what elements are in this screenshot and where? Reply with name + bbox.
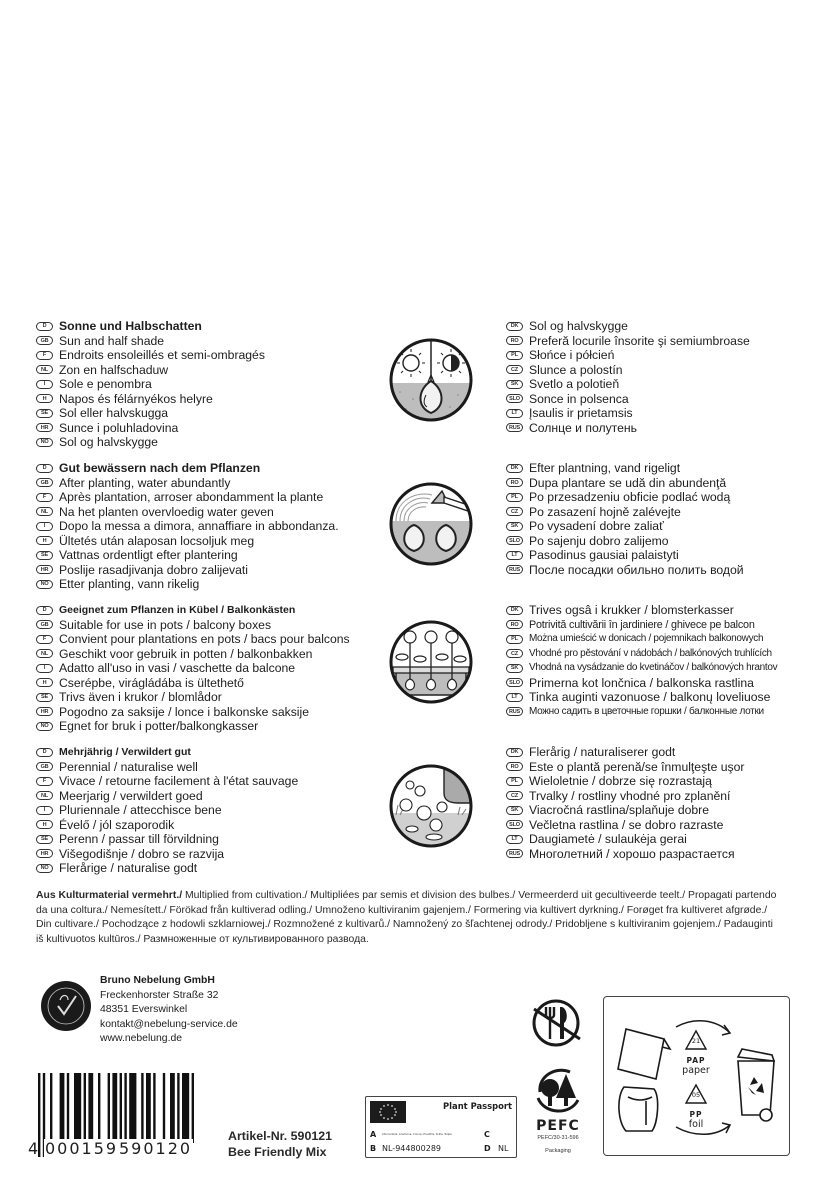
language-line [36, 406, 381, 421]
eu-flag-icon [370, 1101, 406, 1123]
language-line [36, 760, 381, 775]
language-line-text: Mehrjährig / Verwildert gut [59, 746, 191, 759]
language-code-badge: F [36, 635, 53, 644]
language-line [506, 818, 806, 833]
language-line [36, 548, 381, 563]
language-line-text: Meerjarig / verwildert goed [59, 788, 203, 803]
language-line-text: Įsaulis ir prietamsis [529, 406, 633, 421]
perennial-naturalise-icon [388, 763, 474, 849]
language-code-badge: DK [506, 748, 523, 757]
foil-bag-icon [619, 1087, 658, 1131]
language-line-text: Évelő / jól szaporodik [59, 817, 175, 832]
language-line-text: Trvalky / rostliny vhodné pro zplanění [529, 788, 731, 803]
language-line [506, 647, 806, 662]
language-line [36, 348, 381, 363]
language-code-badge: LT [506, 693, 523, 702]
language-line-text: Endroits ensoleillés et semi-ombragés [59, 348, 265, 363]
language-line [36, 832, 381, 847]
language-code-badge: I [36, 806, 53, 815]
care-section-watering [36, 461, 796, 596]
language-line [36, 690, 381, 705]
language-code-badge: NL [36, 649, 53, 658]
passport-label-b: B [370, 1144, 377, 1153]
language-code-badge: I [36, 522, 53, 531]
language-line [506, 548, 806, 563]
language-code-badge: NO [36, 438, 53, 447]
language-code-badge: NO [36, 722, 53, 731]
language-line-text: Słońce i półcień [529, 348, 615, 363]
language-line-text: Efter plantning, vand rigeligt [529, 461, 681, 476]
language-line [506, 563, 806, 578]
passport-label-a: A [370, 1130, 377, 1139]
language-code-badge: RUS [506, 565, 523, 574]
language-line-text: Višegodišnje / dobro se razvija [59, 846, 225, 861]
language-line [506, 774, 806, 789]
language-line [36, 577, 381, 592]
barcode-bar [177, 1073, 179, 1143]
language-line-text: Sol eller halvskugga [59, 406, 169, 421]
language-line [36, 847, 381, 862]
foil-abbr: PP [689, 1110, 703, 1119]
barcode-bar [192, 1073, 194, 1143]
language-line [36, 461, 381, 476]
language-code-badge: I [36, 380, 53, 389]
language-code-badge: SLO [506, 678, 523, 687]
language-line-text: Po zasazení hojně zalévejte [529, 504, 681, 519]
language-code-badge: LT [506, 835, 523, 844]
company-email[interactable]: kontakt@nebelung-service.de [100, 1018, 238, 1030]
left-language-column [36, 461, 381, 592]
language-code-badge: HR [36, 849, 53, 858]
language-code-badge: H [36, 536, 53, 545]
language-line-text: Vattnas ordentligt efter plantering [59, 548, 238, 563]
language-line [506, 334, 806, 349]
language-line-text: Zon en halfschaduw [59, 362, 169, 377]
language-line [506, 348, 806, 363]
product-name: Bee Friendly Mix [228, 1145, 327, 1159]
pefc-logo [530, 1062, 586, 1158]
language-line [506, 421, 806, 436]
language-code-badge: F [36, 493, 53, 502]
language-line [36, 490, 381, 505]
barcode-first-digit: 4 [28, 1139, 39, 1158]
language-line [36, 789, 381, 804]
cultivation-note [36, 889, 781, 947]
passport-value-a: Chionodoxa, Anemone, Crocus, Eranthis, Scilla, Tulipa [382, 1133, 452, 1136]
language-code-badge: RUS [506, 423, 523, 432]
language-code-badge: SK [506, 380, 523, 389]
foil-label: foil [688, 1119, 704, 1130]
language-line [36, 861, 381, 876]
language-code-badge: SE [36, 409, 53, 418]
cultivation-lead: Aus Kulturmaterial vermehrt./ [36, 890, 183, 901]
language-line-text: Sun and half shade [59, 333, 165, 348]
language-line [36, 803, 381, 818]
language-line [36, 435, 381, 450]
language-line-text: Etter planting, vann rikelig [59, 577, 200, 592]
company-name: Bruno Nebelung GmbH [100, 975, 215, 986]
language-code-badge: CZ [506, 507, 523, 516]
language-code-badge: SE [36, 835, 53, 844]
language-line-text: Après plantation, arroser abondamment la plante [59, 490, 324, 505]
barcode-bar [112, 1073, 117, 1143]
language-code-badge: D [36, 464, 53, 473]
language-line [506, 519, 806, 534]
paper-code: 21 [691, 1037, 701, 1045]
language-code-badge: SE [36, 693, 53, 702]
article-number: Artikel-Nr. 590121 [228, 1129, 333, 1143]
language-code-badge: F [36, 777, 53, 786]
pefc-wordmark: PEFC [536, 1118, 580, 1134]
language-line [506, 377, 806, 392]
language-line-text: Primerna kot lončnica / balkonska rastlina [529, 675, 754, 690]
language-line [36, 563, 381, 578]
language-code-badge: GB [36, 620, 53, 629]
barcode-bar [153, 1073, 155, 1143]
left-language-column [36, 603, 381, 734]
barcode-bar [163, 1073, 165, 1143]
language-line [506, 476, 806, 491]
language-line [36, 774, 381, 789]
paper-abbr: PAP [686, 1056, 706, 1065]
language-line-text: Vivace / retourne facilement à l'état sauvage [59, 774, 299, 789]
language-code-badge: F [36, 351, 53, 360]
language-code-badge: D [36, 606, 53, 615]
language-line [506, 392, 806, 407]
language-line-text: Po przesadzeniu obficie podlać wodą [529, 490, 731, 505]
language-line-text: Pluriennale / attecchisce bene [59, 803, 222, 818]
language-line-text: Можно садить в цветочные горшки / балконные лотки [529, 705, 764, 717]
language-line-text: Na het planten overvloedig water geven [59, 504, 274, 519]
language-code-badge: D [36, 322, 53, 331]
sustainable-supplier-seal-icon [40, 980, 92, 1032]
language-code-badge: PL [506, 351, 523, 360]
right-language-column [506, 461, 806, 577]
language-code-badge: CZ [506, 649, 523, 658]
language-line-text: Egnet for bruk i potter/balkongkasser [59, 719, 259, 734]
care-section-sun [36, 319, 796, 454]
language-line [506, 406, 806, 421]
barcode-bar [120, 1073, 122, 1143]
passport-value-b: NL-944800289 [382, 1144, 441, 1153]
language-line [506, 363, 806, 378]
passport-label-d: D [484, 1144, 491, 1153]
language-line-text: Viacročná rastlina/splaňuje dobre [529, 803, 709, 818]
recycling-graphics [604, 997, 791, 1157]
language-line [36, 363, 381, 378]
company-address [100, 974, 238, 1047]
language-line-text: Daugiametė / sulaukėja gerai [529, 832, 687, 847]
language-code-badge: CZ [506, 791, 523, 800]
language-line [506, 661, 806, 676]
language-line-text: Po sajenju dobro zalijemo [529, 533, 669, 548]
language-code-badge: RUS [506, 707, 523, 716]
language-line-text: Perenn / passar till förvildning [59, 832, 219, 847]
language-code-badge: HR [36, 423, 53, 432]
language-line-text: Perennial / naturalise well [59, 759, 198, 774]
language-line-text: Wieloletnie / dobrze się rozrastają [529, 774, 712, 789]
language-code-badge: SLO [506, 394, 523, 403]
plant-passport [365, 1096, 517, 1158]
barcode-bar [74, 1073, 81, 1143]
language-line-text: Svetlo a polotieň [529, 377, 620, 392]
language-line [506, 461, 806, 476]
language-code-badge: PL [506, 635, 523, 644]
not-for-consumption-icon [528, 995, 584, 1051]
barcode-bar [108, 1073, 110, 1143]
language-code-badge: SK [506, 664, 523, 673]
company-street: Freckenhorster Straße 32 [100, 989, 219, 1001]
language-code-badge: HR [36, 707, 53, 716]
right-language-column [506, 603, 806, 719]
language-line-text: Flerårig / naturaliserer godt [529, 745, 676, 760]
language-code-badge: PL [506, 777, 523, 786]
barcode-bar [88, 1073, 93, 1143]
language-code-badge: DK [506, 322, 523, 331]
pefc-caption: Packaging [545, 1148, 571, 1154]
language-line [506, 534, 806, 549]
language-line-text: Slunce a polostín [529, 362, 623, 377]
language-code-badge: NL [36, 365, 53, 374]
language-line-text: Convient pour plantations en pots / bacs pour balcons [59, 632, 350, 647]
language-line-text: Flerårige / naturalise godt [59, 861, 198, 876]
language-line [506, 618, 806, 633]
sun-and-half-shade-icon [388, 337, 474, 423]
barcode-bar [124, 1073, 126, 1143]
language-line-text: Geeignet zum Pflanzen in Kübel / Balkonkästen [59, 604, 296, 617]
barcode-bar [84, 1073, 86, 1143]
language-line [36, 421, 381, 436]
language-line [506, 789, 806, 804]
language-line-text: Многолетний / хорошо разрастается [529, 846, 735, 861]
language-code-badge: LT [506, 409, 523, 418]
language-line [36, 519, 381, 534]
language-line-text: Adatto all'uso in vasi / vaschette da balcone [59, 661, 296, 676]
language-line-text: После посадки обильно полить водой [529, 562, 744, 577]
language-line [36, 647, 381, 662]
language-line [506, 803, 806, 818]
language-code-badge: H [36, 820, 53, 829]
language-code-badge: I [36, 664, 53, 673]
language-line-text: Sol og halvskygge [59, 435, 158, 450]
language-line [506, 745, 806, 760]
language-code-badge: LT [506, 551, 523, 560]
language-line-text: After planting, water abundantly [59, 475, 231, 490]
language-line-text: Po vysadení dobre zaliať [529, 519, 664, 534]
language-line-text: Ültetés után alaposan locsoljuk meg [59, 533, 255, 548]
barcode-group-1: 000159 [45, 1139, 119, 1158]
language-line [506, 490, 806, 505]
language-line [506, 690, 806, 705]
left-language-column [36, 319, 381, 450]
plant-passport-title: Plant Passport [443, 1101, 512, 1111]
barcode-group-2: 590120 [119, 1139, 193, 1158]
barcode-bar [129, 1073, 136, 1143]
language-line-text: Večletna rastlina / se dobro razraste [529, 817, 724, 832]
language-line [36, 676, 381, 691]
barcode-bar [67, 1073, 69, 1143]
language-code-badge: NL [36, 791, 53, 800]
language-code-badge: H [36, 678, 53, 687]
barcode-bar [182, 1073, 189, 1143]
language-code-badge: NO [36, 864, 53, 873]
language-line-text: Vhodná na vysádzanie do kvetináčov / balkónových hrantov [529, 662, 778, 674]
recycling-info-box [603, 996, 790, 1156]
company-city: 48351 Everswinkel [100, 1004, 188, 1015]
language-line-text: Potrivită cultivării în jardiniere / ghivece pe balcon [529, 618, 755, 631]
language-code-badge: RO [506, 620, 523, 629]
article-info [228, 1128, 332, 1160]
language-line [506, 705, 806, 720]
language-line-text: Sol og halvskygge [529, 319, 628, 334]
barcode-bar [50, 1073, 52, 1143]
language-line-text: Geschikt voor gebruik in potten / balkonbakken [59, 646, 313, 661]
language-code-badge: RO [506, 478, 523, 487]
language-code-badge: DK [506, 464, 523, 473]
paper-sheet-icon [618, 1029, 670, 1079]
language-line-text: Sole e penombra [59, 377, 152, 392]
language-line [36, 377, 381, 392]
language-line [36, 818, 381, 833]
right-language-column [506, 319, 806, 435]
language-line-text: Trives ogsâ i krukker / blomsterkasser [529, 603, 734, 618]
language-code-badge: RO [506, 336, 523, 345]
foil-code: 05 [691, 1091, 701, 1099]
cultivation-text: Multiplied from cultivation./ Multipliées par semis et division des bulbes./ Vermeerderd uit gecultiveerde teelt./ Propagati partendo da una coltura./ Nemesített./ Förökad från kultiverad odling./ Umnoženo kultiviranim gajenjem./ Formering via kultivert dyrkning./ Forøget fra kultiveret afgrøde./ Din cultivare./ Pochodzące z hodowli szklarniowej./ Rozmnožené z kultivarů./ Namnožený zo šľachtenej odrody./ Pridobljene s kultiviranim gojenjem./ Padauginti iš kultivuotos kultūros./ Размноженные от культивированного развода. [36, 890, 777, 945]
language-line [506, 319, 806, 334]
language-line-text: Trivs även i krukor / blomlådor [59, 690, 222, 705]
care-section-pots [36, 603, 796, 738]
language-line [506, 505, 806, 520]
language-code-badge: RO [506, 762, 523, 771]
language-line [506, 847, 806, 862]
language-line [36, 476, 381, 491]
language-line-text: Vhodné pro pěstování v nádobách / balkónových truhlících [529, 647, 772, 659]
language-line [506, 632, 806, 647]
language-line [506, 676, 806, 691]
language-code-badge: SK [506, 522, 523, 531]
language-line-text: Można umieścić w donicach / pojemnikach balkonowych [529, 633, 764, 645]
care-section-perennial [36, 745, 796, 880]
language-line [506, 832, 806, 847]
pefc-code: PEFC/30-31-596 [537, 1135, 579, 1141]
language-line [36, 719, 381, 734]
barcode-bar [98, 1073, 100, 1143]
left-language-column [36, 745, 381, 876]
language-line [36, 618, 381, 633]
language-line [36, 632, 381, 647]
language-code-badge: HR [36, 565, 53, 574]
language-code-badge: RUS [506, 849, 523, 858]
language-line-text: Gut bewässern nach dem Pflanzen [59, 461, 261, 476]
language-code-badge: SE [36, 551, 53, 560]
barcode-bar [170, 1073, 175, 1143]
language-line [36, 705, 381, 720]
language-line [36, 319, 381, 334]
balcony-pot-icon [388, 619, 474, 705]
language-line-text: Dupa plantare se udă din abundenţă [529, 475, 727, 490]
watering-can-icon [388, 481, 474, 567]
company-website[interactable]: www.nebelung.de [100, 1033, 183, 1044]
language-code-badge: NL [36, 507, 53, 516]
recycling-bin-icon [738, 1049, 774, 1121]
language-code-badge: DK [506, 606, 523, 615]
language-line [506, 603, 806, 618]
passport-label-c: C [484, 1130, 490, 1139]
language-line-text: Sunce i poluhladovina [59, 420, 179, 435]
language-line-text: Napos és félárnyékos helyre [59, 391, 213, 406]
language-code-badge: GB [36, 478, 53, 487]
language-line-text: Preferă locurile însorite şi semiumbroase [529, 333, 750, 348]
passport-value-d: NL [498, 1144, 509, 1153]
language-line-text: Suitable for use in pots / balcony boxes [59, 617, 272, 632]
language-line [36, 392, 381, 407]
language-line-text: Tinka auginti vazonuose / balkonų loveliuose [529, 690, 771, 705]
language-code-badge: SLO [506, 536, 523, 545]
language-line-text: Poslije rasadjivanja dobro zalijevati [59, 562, 249, 577]
language-line-text: Dopo la messa a dimora, annaffiare in abbondanza. [59, 519, 339, 534]
language-code-badge: CZ [506, 365, 523, 374]
language-code-badge: GB [36, 762, 53, 771]
language-line [36, 534, 381, 549]
language-line-text: Sonne und Halbschatten [59, 319, 202, 334]
language-code-badge: NO [36, 580, 53, 589]
language-line [506, 760, 806, 775]
barcode-bar [60, 1073, 65, 1143]
language-line [36, 745, 381, 760]
language-line [36, 334, 381, 349]
language-line [36, 505, 381, 520]
arrow-top-icon [676, 1021, 730, 1035]
language-line-text: Cserépbe, virágládába is ültethető [59, 675, 244, 690]
right-language-column [506, 745, 806, 861]
language-code-badge: SK [506, 806, 523, 815]
language-line-text: Este o plantă perenă/se înmulţeşte uşor [529, 759, 745, 774]
language-line-text: Sonce in polsenca [529, 391, 629, 406]
language-line [36, 603, 381, 618]
language-line [36, 661, 381, 676]
paper-label: paper [682, 1065, 710, 1076]
language-code-badge: D [36, 748, 53, 757]
language-code-badge: PL [506, 493, 523, 502]
language-line-text: Солнце и полутень [529, 420, 637, 435]
pefc-trees-icon [530, 1062, 586, 1118]
language-line-text: Pogodno za saksije / lonce i balkonske saksije [59, 704, 309, 719]
barcode-bar [38, 1073, 40, 1157]
language-code-badge: SLO [506, 820, 523, 829]
language-code-badge: H [36, 394, 53, 403]
language-line-text: Pasodinus gausiai palaistyti [529, 548, 679, 563]
language-code-badge: GB [36, 336, 53, 345]
